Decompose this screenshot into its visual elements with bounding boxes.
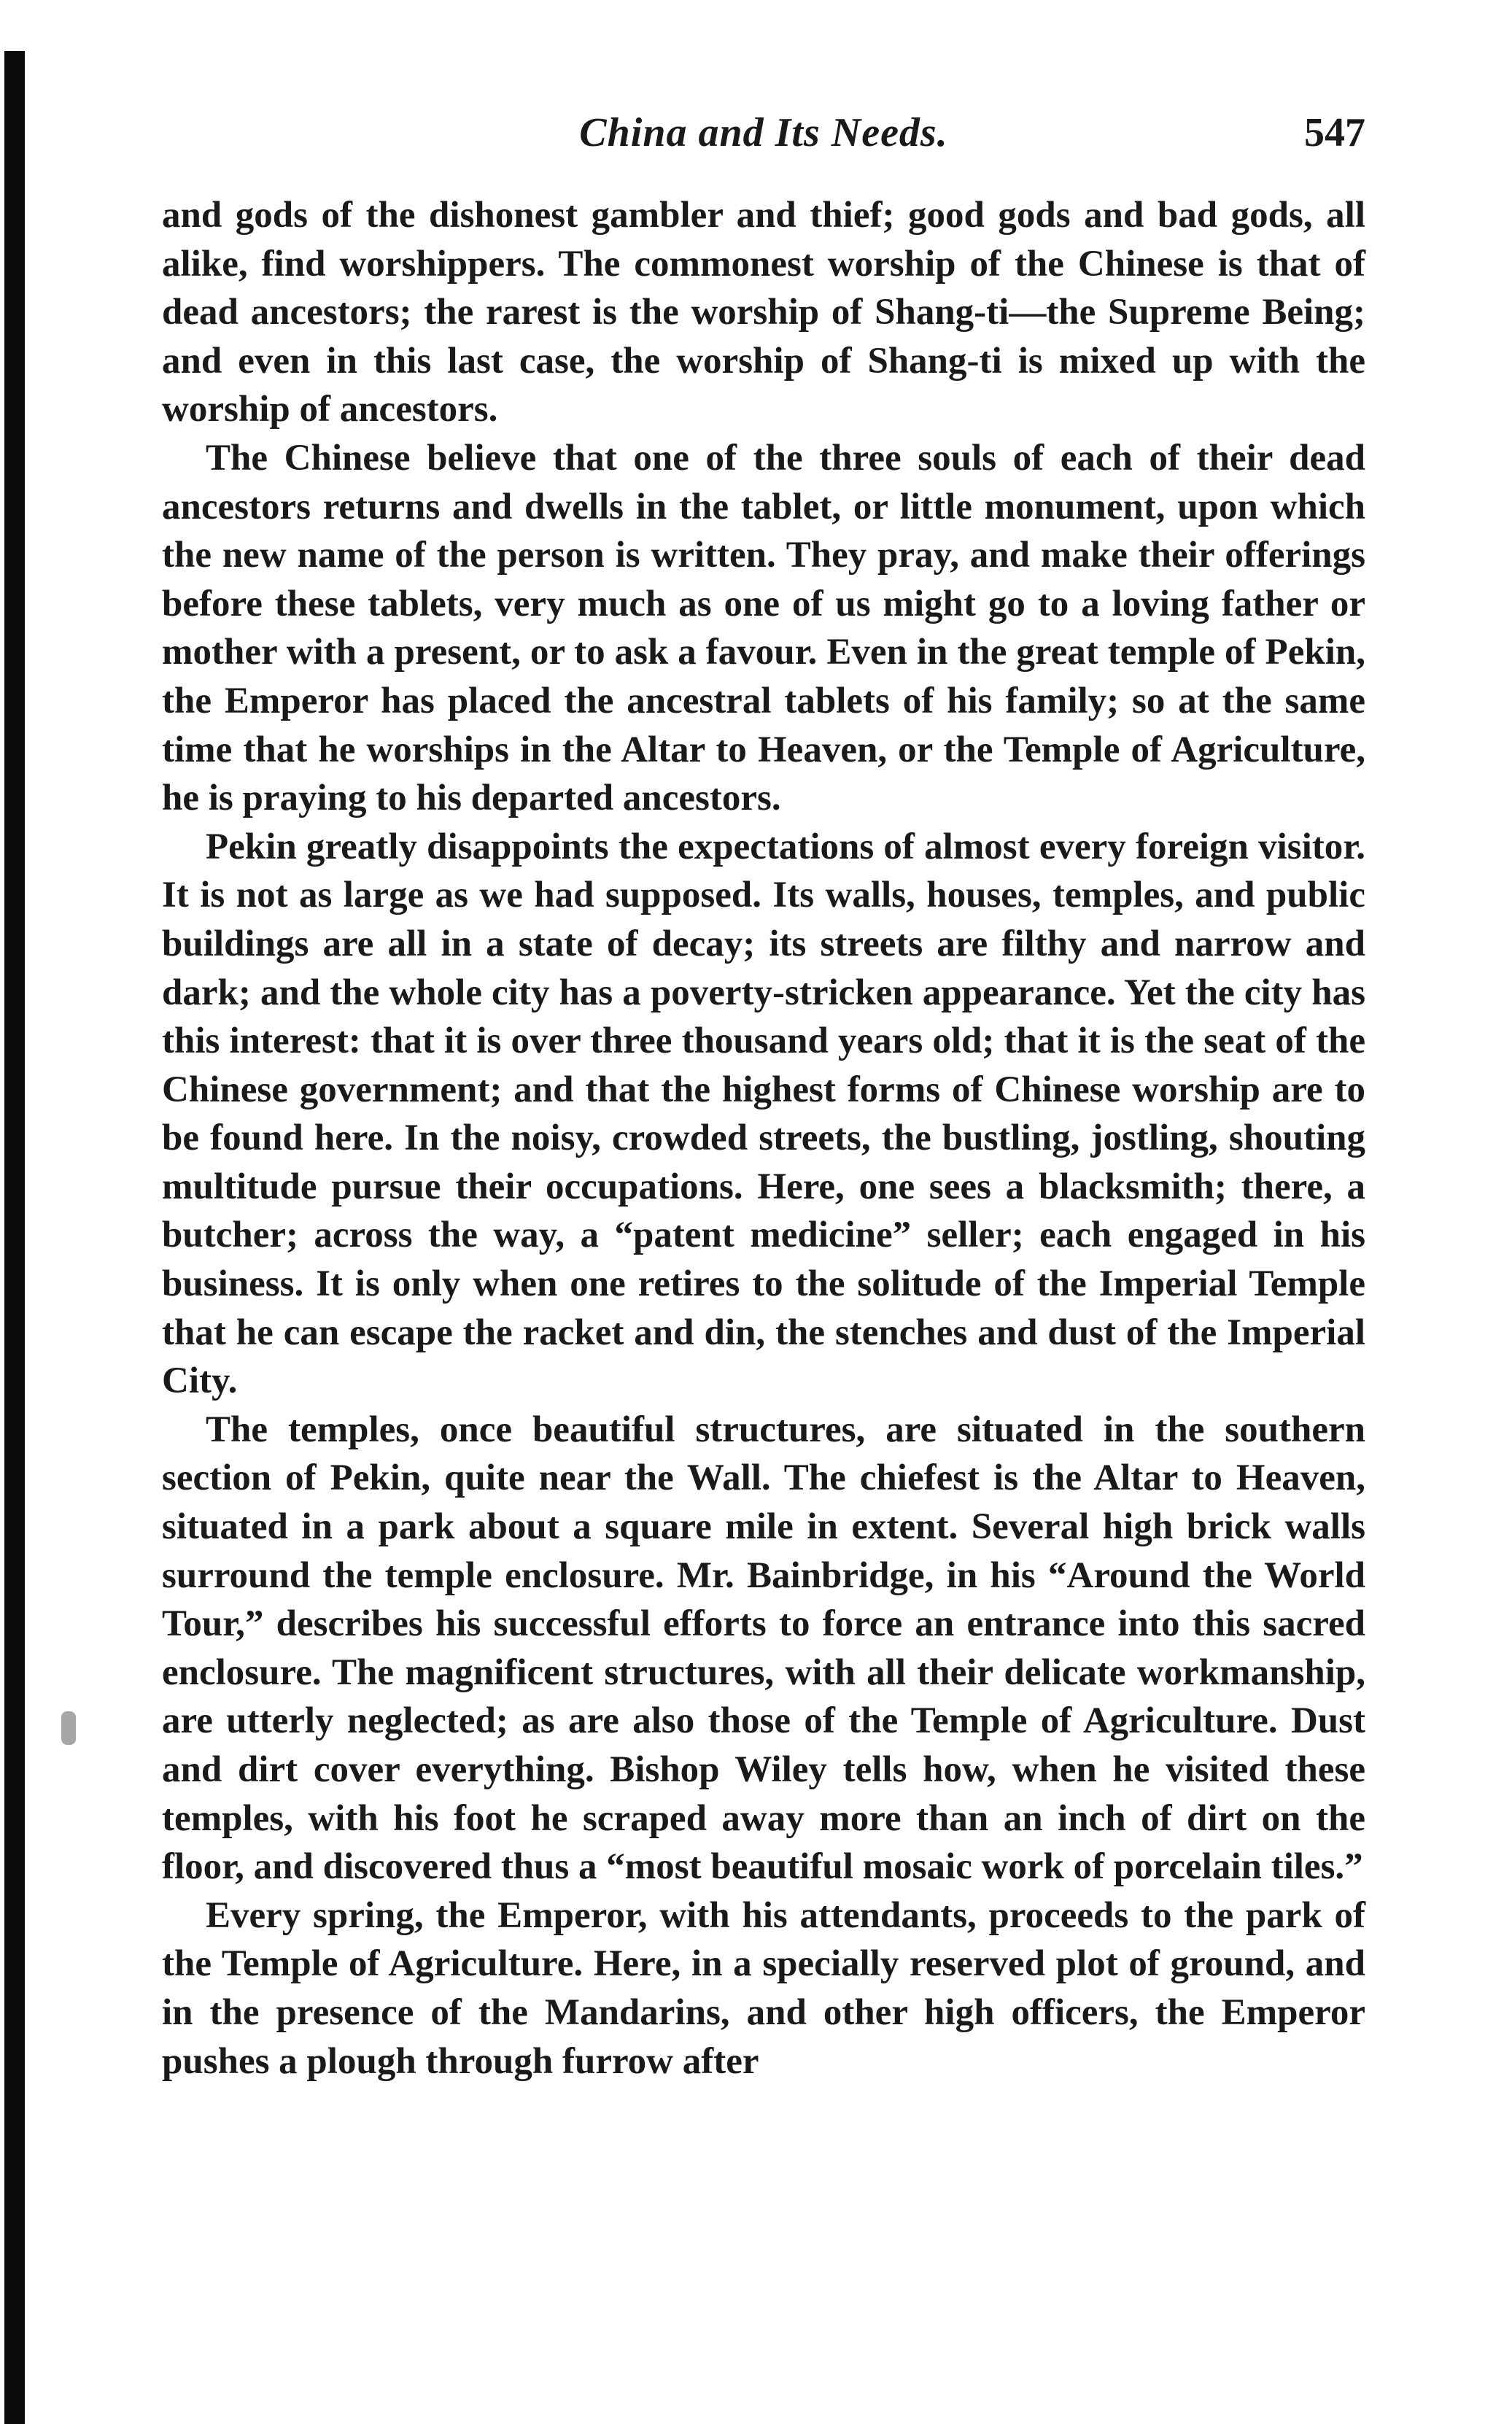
body-text <box>162 191 1365 2086</box>
margin-blemish <box>61 1711 76 1745</box>
paragraph: The temples, once beautiful structures, are situated in the southern section of Pekin, quite near the Wall. The chiefest is the Altar to Heaven, situated in a park about a square mile in extent. Several high brick walls surround the temple enclosure. Mr. Bainbridge, in his “Around the World Tour,” describes his successful efforts to force an entrance into this sacred enclosure. The magnificent structures, with all their delicate workmanship, are utterly neglected; as are also those of the Temple of Agriculture. Dust and dirt cover everything. Bishop Wiley tells how, when he visited these temples, with his foot he scraped away more than an inch of dirt on the floor, and discovered thus a “most beautiful mosaic work of porcelain tiles.” <box>162 1409 1365 1888</box>
paragraph: Pekin greatly disappoints the expectations of almost every foreign visitor. It is not as large as we had supposed. Its walls, houses, temples, and public buildings are all in a state of decay; its streets are filthy and narrow and dark; and the whole city has a poverty-stricken appearance. Yet the city has this interest: that it is over three thousand years old; that it is the seat of the Chinese government; and that the highest forms of Chinese worship are to be found here. In the noisy, crowded streets, the bustling, jostling, shouting multitude pursue their occupations. Here, one sees a blacksmith; there, a butcher; across the way, a “patent medicine” seller; each engaged in his business. It is only when one retires to the solitude of the Imperial Temple that he can escape the racket and din, the stenches and dust of the Imperial City. <box>162 826 1365 1402</box>
paragraph: Every spring, the Emperor, with his attendants, proceeds to the park of the Temple of Agriculture. Here, in a specially reserved plot of ground, and in the presence of the Mandarins, and other high officers, the Emperor pushes a plough through furrow after <box>162 1894 1365 2082</box>
running-title: China and Its Needs. <box>579 110 948 155</box>
page-header <box>162 109 1365 168</box>
page-binding-edge <box>4 51 25 2424</box>
paragraph: and gods of the dishonest gambler and thief; good gods and bad gods, all alike, find worshippers. The commonest worship of the Chinese is that of dead ancestors; the rarest is the worship of Shang-ti—the Supreme Being; and even in this last case, the worship of Shang-ti is mixed up with the worship of ancestors. <box>162 195 1365 430</box>
page-number: 547 <box>1304 110 1365 155</box>
paragraph: The Chinese believe that one of the three souls of each of their dead ancestors returns and dwells in the tablet, or little monument, upon which the new name of the person is written. They pray, and make their offerings before these tablets, very much as one of us might go to a loving father or mother with a present, or to ask a favour. Even in the great temple of Pekin, the Emperor has placed the ancestral tablets of his family; so at the same time that he worships in the Altar to Heaven, or the Temple of Agriculture, he is praying to his departed ancestors. <box>162 437 1365 819</box>
